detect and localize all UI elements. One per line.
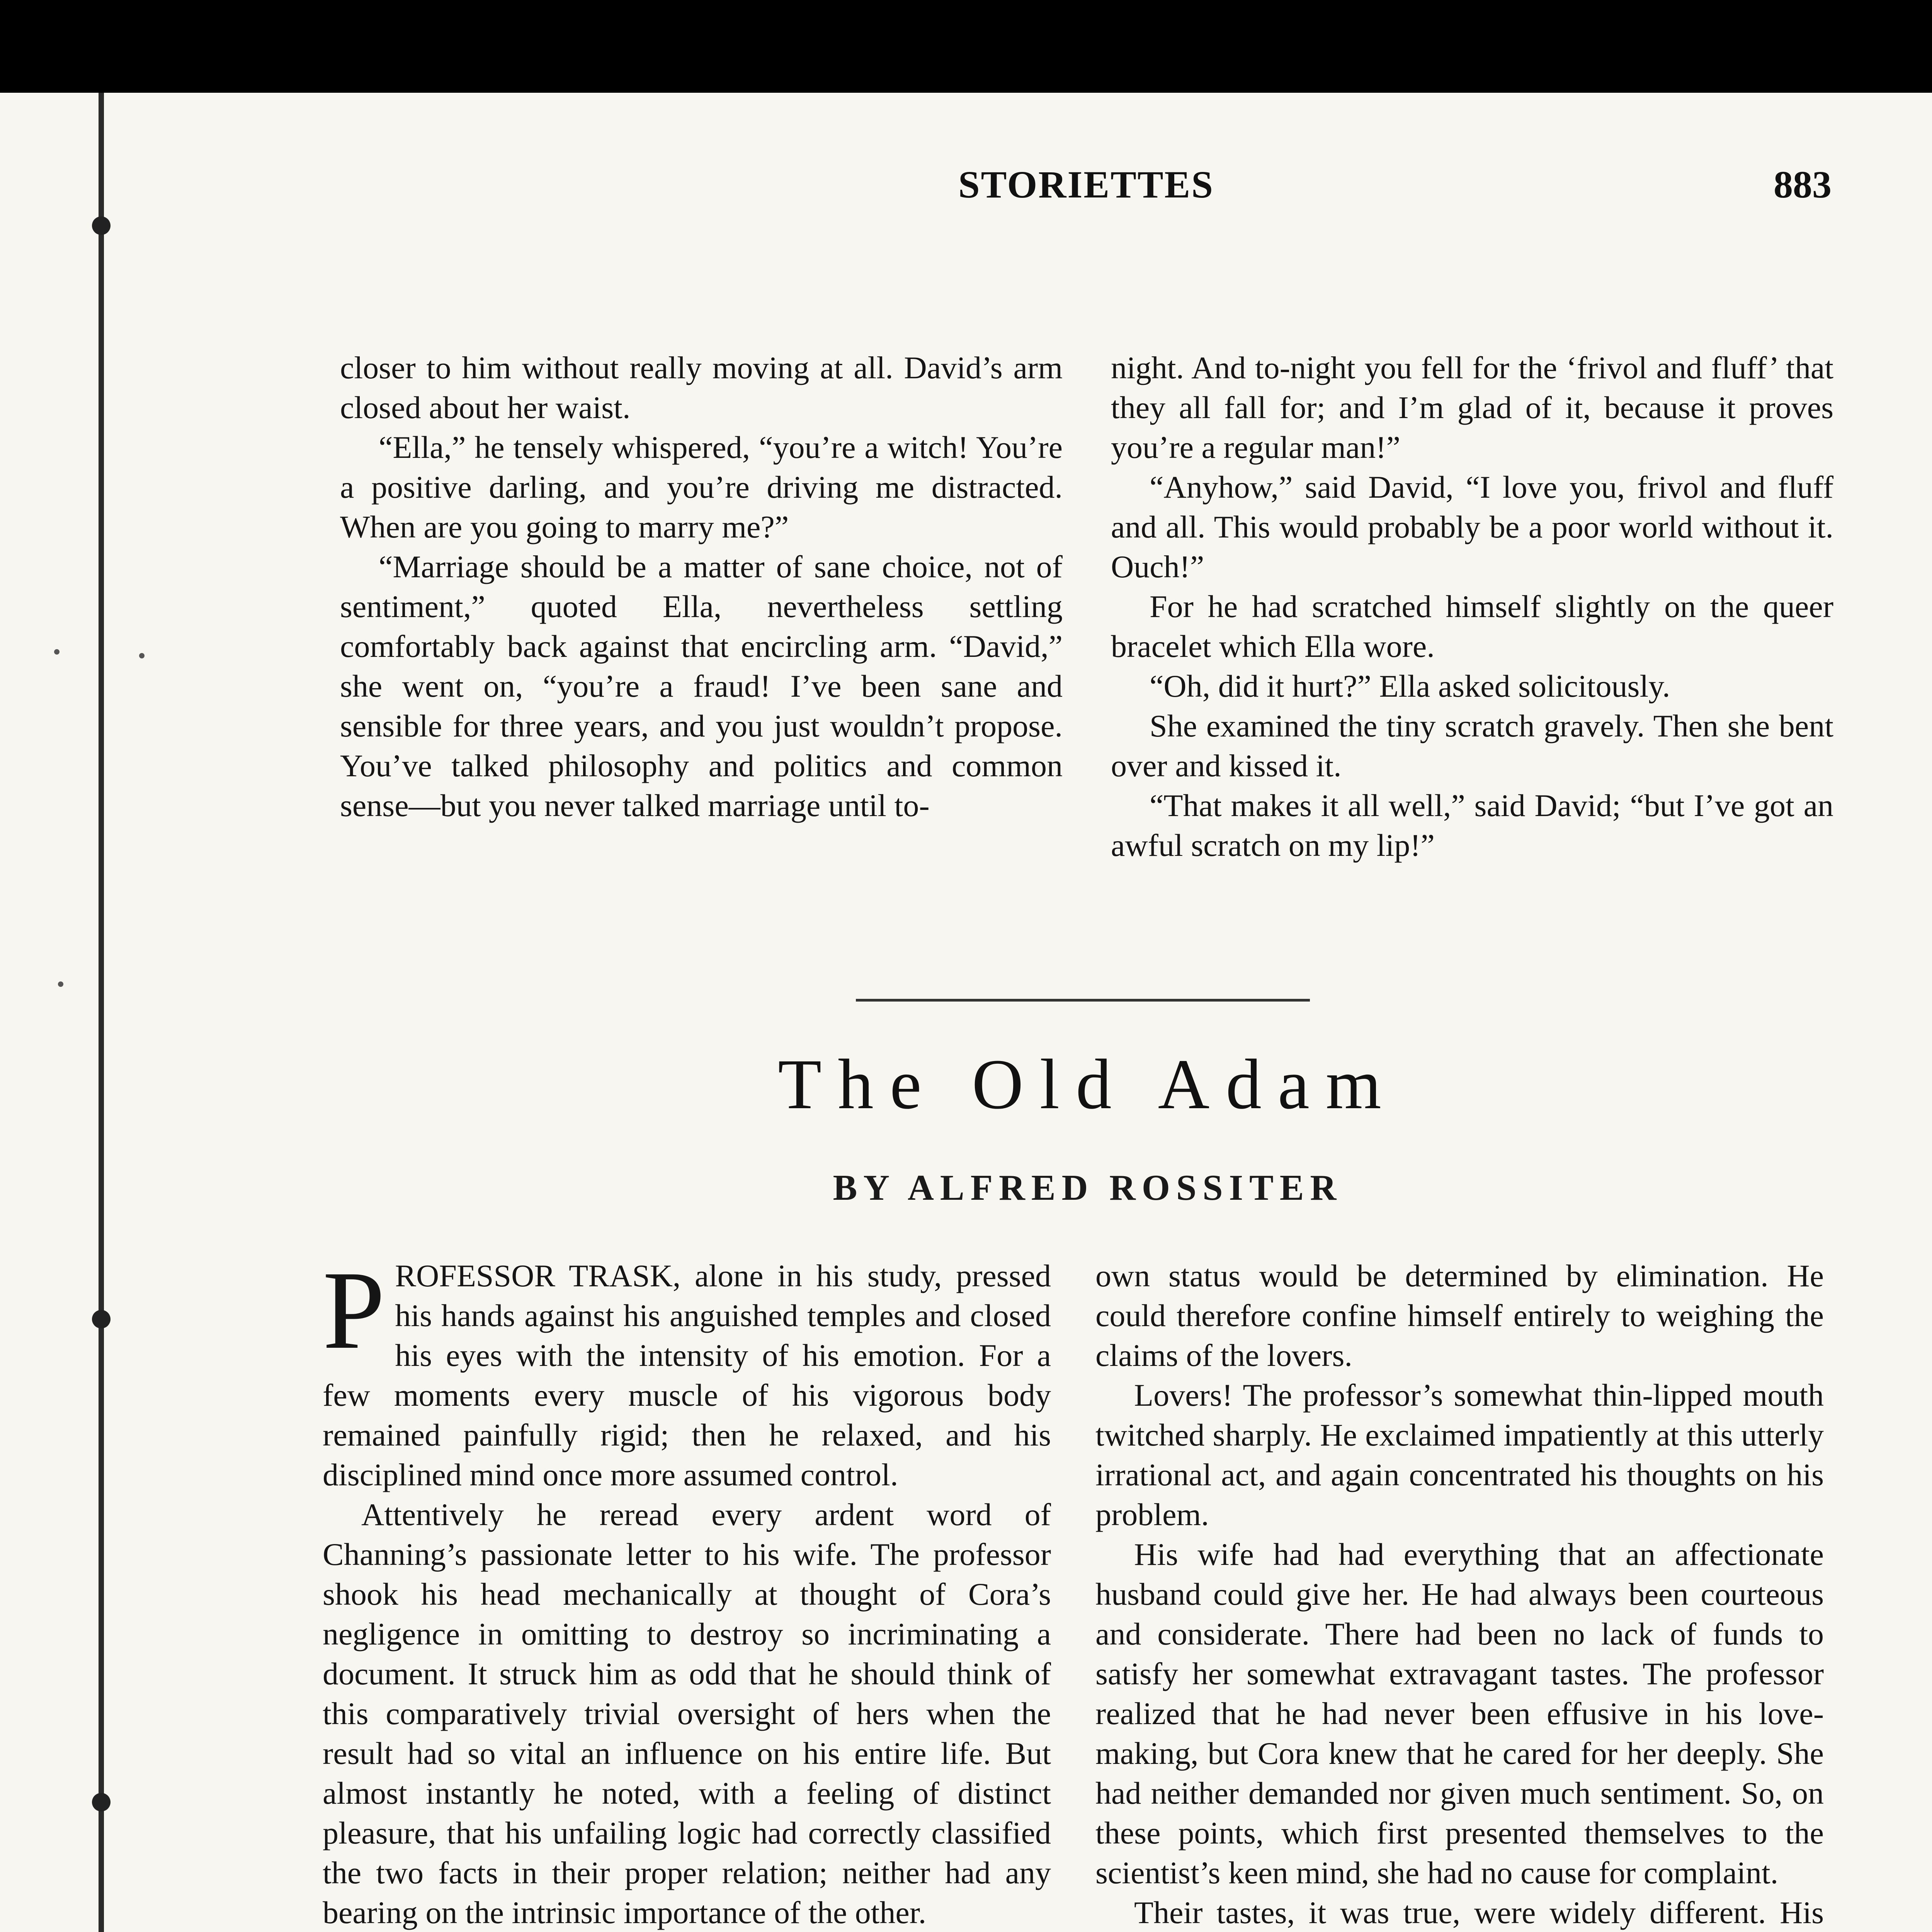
paragraph: “Oh, did it hurt?” Ella asked solicitously. — [1150, 668, 1670, 704]
paragraph: Their tastes, it was true, were widely different. His — [1134, 1895, 1824, 1930]
binding-knot — [92, 1793, 111, 1811]
previous-story-right-column — [1111, 348, 1833, 865]
scan-speck — [139, 653, 145, 658]
scan-speck — [58, 981, 63, 987]
paragraph: His wife had had everything that an affectionate husband could give her. He had always been courteous and considerate. There had been no lack of funds to satisfy her somewhat extravagant tastes. The professor realized that he had never been effusive in his love-making, but Cora knew that he cared for her deeply. She had neither demanded nor given much sentiment. So, on these points, which first presented themselves to the scientist’s keen mind, she had no cause for complaint. — [1095, 1537, 1824, 1890]
paragraph: night. And to-night you fell for the ‘frivol and fluff’ that they all fall for; and I’m glad of it, because it proves you’re a regular man!” — [1111, 350, 1833, 465]
paragraph: own status would be determined by elimination. He could therefore confine himself entirely to weighing the claims of the lovers. — [1095, 1258, 1824, 1373]
story-left-column — [323, 1248, 1051, 1932]
paragraph: “That makes it all well,” said David; “but I’ve got an awful scratch on my lip!” — [1111, 788, 1833, 863]
paragraph: For he had scratched himself slightly on the queer bracelet which Ella wore. — [1111, 589, 1833, 664]
paragraph: “Marriage should be a matter of sane choice, not of sentiment,” quoted Ella, nevertheless settling comfortably back against that encircling arm. “David,” she went on, “you’re a fraud! I’ve been sane and sensible for three years, and you just wouldn’t propose. You’ve talked philosophy and politics and common sense—but you never talked marriage until to- — [340, 549, 1063, 823]
running-head: STORIETTES — [958, 163, 1214, 206]
drop-cap: P — [323, 1248, 385, 1372]
paragraph: She examined the tiny scratch gravely. Then she bent over and kissed it. — [1111, 708, 1833, 783]
paragraph-text: ROFESSOR TRASK, alone in his study, pressed his hands against his anguished temples and closed his eyes with the intensity of his emotion. For a few moments every muscle of his vigorous body remained painfully rigid; then he relaxed, and his disciplined mind once more assumed control. — [323, 1258, 1051, 1492]
paragraph: Attentively he reread every ardent word of Channing’s passionate letter to his wife. The professor shook his head mechanically at thought of Cora’s negligence in omitting to destroy so incriminating a document. It struck him as odd that he should think of this comparatively trivial oversight of hers when the result had so vital an influence on his entire life. But almost instantly he noted, with a feeling of distinct pleasure, that his unfailing logic had correctly classified the two facts in their proper relation; neither had any bearing on the intrinsic importance of the other. — [323, 1497, 1051, 1930]
paragraph — [323, 1248, 1051, 1495]
paragraph: Lovers! The professor’s somewhat thin-lipped mouth twitched sharply. He exclaimed impatiently at this utterly irrational act, and again concentrated his thoughts on his problem. — [1095, 1378, 1824, 1532]
scan-speck — [54, 649, 60, 655]
story-title: The Old Adam — [778, 1045, 1398, 1124]
binding-knot — [92, 216, 111, 235]
page-number: 883 — [1774, 163, 1832, 206]
paragraph: closer to him without really moving at all. David’s arm closed about her waist. — [340, 350, 1063, 425]
byline: BY ALFRED ROSSITER — [833, 1168, 1343, 1208]
binding-thread — [99, 93, 104, 1932]
binding-knot — [92, 1310, 111, 1328]
previous-story-left-column — [340, 348, 1063, 825]
story-right-column — [1095, 1256, 1824, 1932]
section-divider — [856, 999, 1310, 1002]
paragraph: “Anyhow,” said David, “I love you, frivol and fluff and all. This would probably be a poor world without it. Ouch!” — [1111, 469, 1833, 584]
paragraph: “Ella,” he tensely whispered, “you’re a witch! You’re a positive darling, and you’re driving me distracted. When are you going to marry me?” — [340, 430, 1063, 544]
